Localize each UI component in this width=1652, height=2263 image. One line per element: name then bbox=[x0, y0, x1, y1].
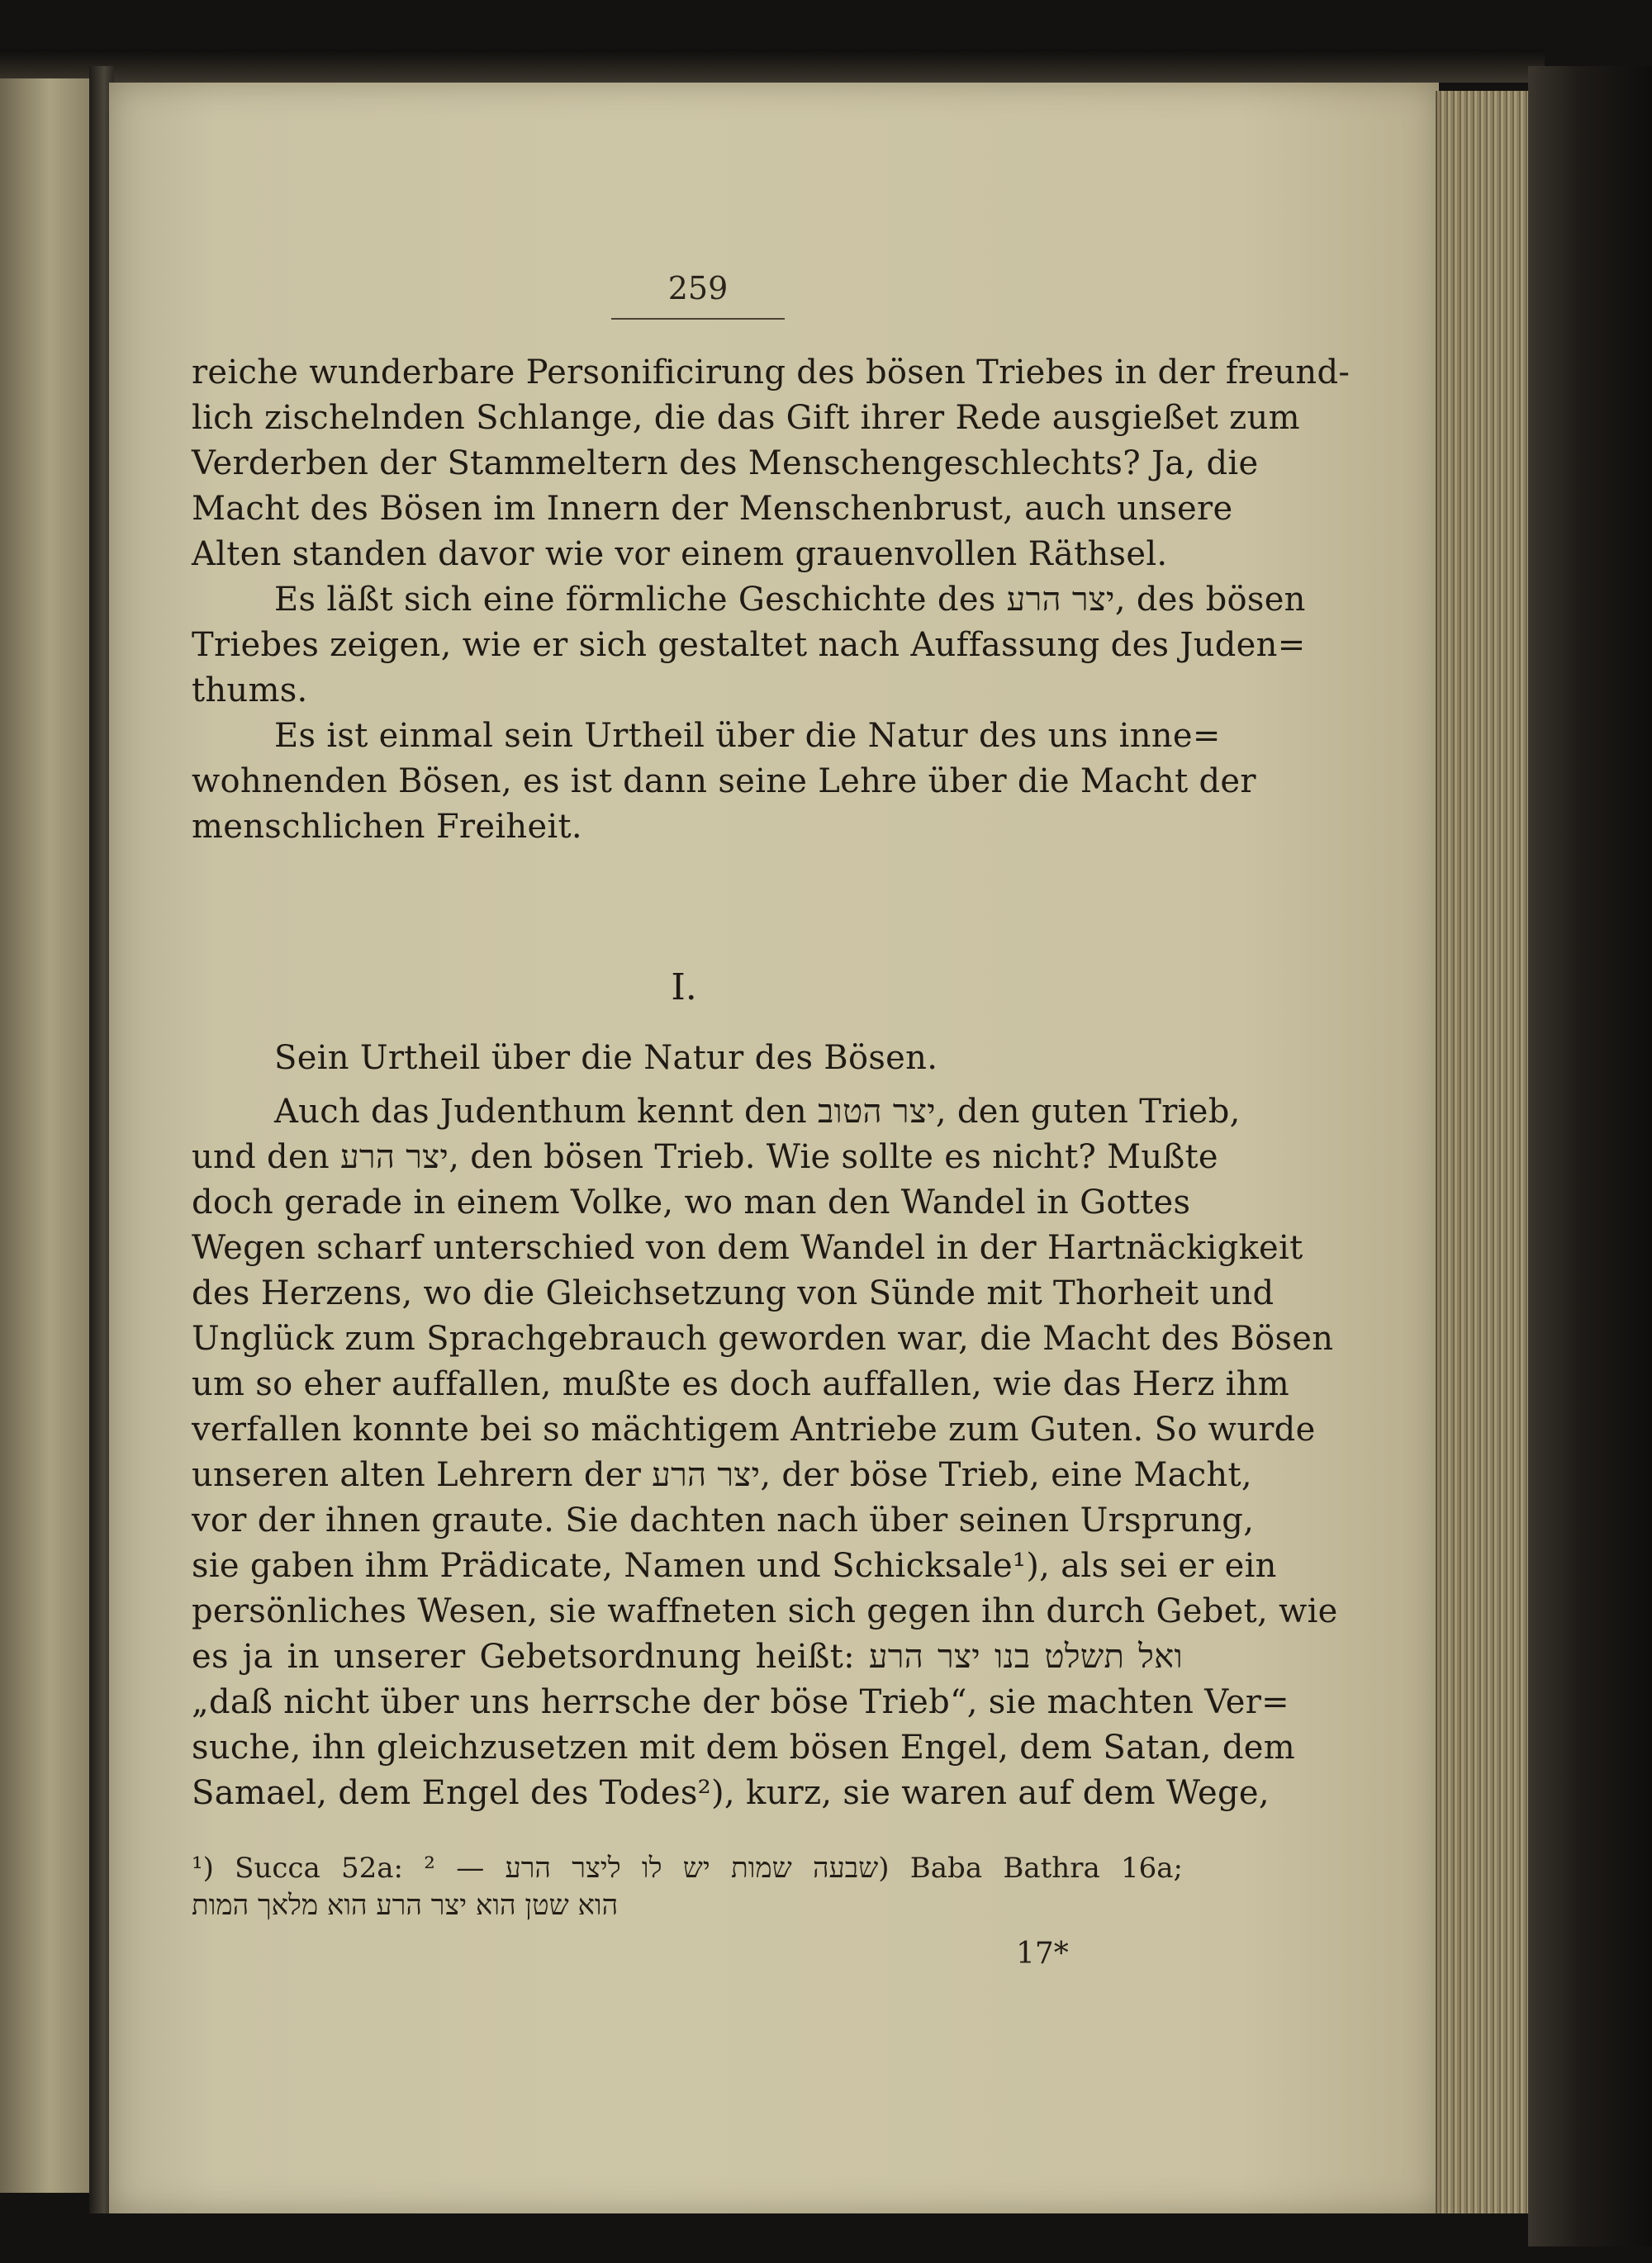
text-line: verfallen konnte bei so mächtigem Antriebe zum Guten. So wurde bbox=[192, 1411, 1316, 1449]
text-line: Unglück zum Sprachgebrauch geworden war, die Macht des Bösen bbox=[192, 1320, 1334, 1358]
signature-mark: 17* bbox=[1016, 1937, 1069, 1971]
text-line: Es läßt sich eine förmliche Geschichte des יצר הרע, des bösen bbox=[274, 581, 1306, 619]
book-cover bbox=[1528, 66, 1652, 2246]
text-line: lich zischelnden Schlange, die das Gift ihrer Rede ausgießet zum bbox=[192, 399, 1300, 437]
text-line: reiche wunderbare Personificirung des bösen Triebes in der freund- bbox=[192, 353, 1351, 391]
header-rule bbox=[611, 318, 785, 320]
text-line: wohnenden Bösen, es ist dann seine Lehre über die Macht der bbox=[192, 762, 1256, 800]
text-line: Auch das Judenthum kennt den יצר הטוב, den guten Trieb, bbox=[274, 1093, 1241, 1131]
text-line: „daß nicht über uns herrsche der böse Trieb“, sie machten Ver= bbox=[192, 1683, 1289, 1721]
text-line: Wegen scharf unterschied von dem Wandel in der Hartnäckigkeit bbox=[192, 1229, 1303, 1267]
text-line: suche, ihn gleichzusetzen mit dem bösen Engel, dem Satan, dem bbox=[192, 1729, 1295, 1767]
text-line: um so eher auffallen, mußte es doch auffallen, wie das Herz ihm bbox=[192, 1365, 1290, 1403]
text-line: unseren alten Lehrern der יצר הרע, der böse Trieb, eine Macht, bbox=[192, 1456, 1252, 1494]
text-line: des Herzens, wo die Gleichsetzung von Sünde mit Thorheit und bbox=[192, 1274, 1275, 1312]
text-line: persönliches Wesen, sie waffneten sich gegen ihn durch Gebet, wie bbox=[192, 1592, 1338, 1630]
text-line: menschlichen Freiheit. bbox=[192, 808, 582, 846]
text-line: vor der ihnen graute. Sie dachten nach über seinen Ursprung, bbox=[192, 1502, 1255, 1540]
left-page-edge bbox=[0, 78, 93, 2193]
text-line: sie gaben ihm Prädicate, Namen und Schicksale¹), als sei er ein bbox=[192, 1547, 1277, 1585]
page-number: 259 bbox=[667, 270, 729, 306]
page-edges bbox=[1436, 91, 1536, 2213]
text-line: doch gerade in einem Volke, wo man den Wandel in Gottes bbox=[192, 1184, 1191, 1222]
text-line: Es ist einmal sein Urtheil über die Natur des uns inne= bbox=[274, 717, 1221, 755]
section-number: I. bbox=[671, 966, 697, 1008]
text-line: es ja in unserer Gebetsordnung heißt: ואל תשלט בנו יצר הרע bbox=[192, 1638, 1183, 1676]
text-line: Samael, dem Engel des Todes²), kurz, sie waren auf dem Wege, bbox=[192, 1774, 1270, 1812]
text-line: Alten standen davor wie vor einem grauenvollen Räthsel. bbox=[192, 535, 1168, 573]
section-title: Sein Urtheil über die Natur des Bösen. bbox=[274, 1039, 938, 1077]
text-line: Triebes zeigen, wie er sich gestaltet nach Auffassung des Juden= bbox=[192, 626, 1306, 664]
footnote-line: הוא שטן הוא יצר הרע הוא מלאך המות bbox=[192, 1889, 619, 1922]
text-line: Verderben der Stammeltern des Menschengeschlechts? Ja, die bbox=[192, 444, 1259, 482]
footnote-line: ¹) Succa 52a: שבעה שמות יש לו ליצר הרע — ²) Baba Bathra 16a; bbox=[192, 1852, 1183, 1885]
top-shadow bbox=[0, 50, 1545, 83]
text-line: und den יצר הרע, den bösen Trieb. Wie sollte es nicht? Mußte bbox=[192, 1138, 1218, 1176]
text-line: Macht des Bösen im Innern der Menschenbrust, auch unsere bbox=[192, 490, 1233, 528]
text-line: thums. bbox=[192, 671, 308, 709]
